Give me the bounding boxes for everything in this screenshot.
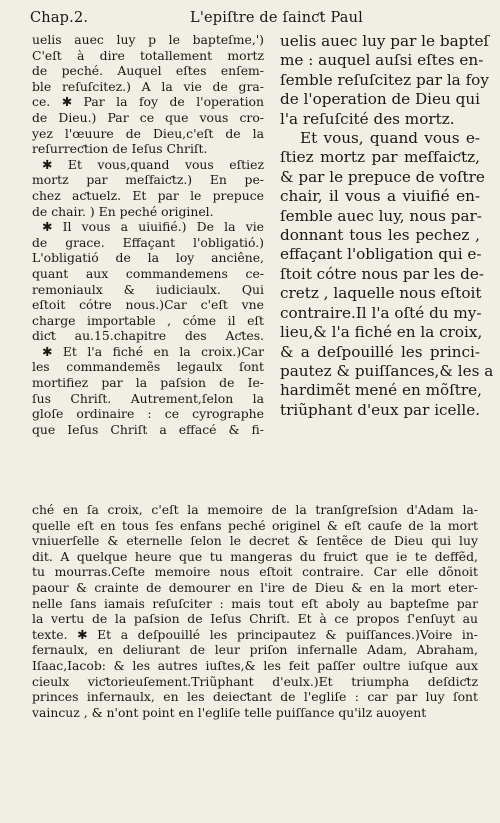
verse-line: Et vous, quand vous e- bbox=[300, 129, 480, 148]
chapter-label: Chap.2. bbox=[30, 10, 89, 26]
text-line: texte. ✱ Et a deſpouillé les principautez & puiſſances.)Voire in- bbox=[32, 626, 478, 642]
text-line: reſurreƈtion de Ieſus Chriſt. bbox=[32, 141, 208, 157]
verse-line: de l'operation de Dieu qui bbox=[280, 90, 480, 109]
verse-line: ſtoit cótre nous par les de- bbox=[280, 264, 484, 283]
verse-line: ſemble reſuſcitez par la foy bbox=[280, 70, 489, 89]
text-line: cieulx viƈtorieuſement.Triũphant d'eulx.)Et triumpha deſdiƈtz bbox=[32, 673, 478, 689]
scripture-column bbox=[280, 32, 494, 420]
text-line: que Ieſus Chriſt a effacé & fi- bbox=[32, 421, 264, 437]
text-line: quelle eſt en tous ſes enfans peché originel & eſt cauſe de la mort bbox=[32, 517, 478, 533]
verse-line: donnant tous les pechez , bbox=[280, 226, 480, 245]
verse-line: chair, il vous a viuifié en- bbox=[280, 187, 480, 206]
text-line: ſus Chriſt. Autrement,ſelon la bbox=[32, 390, 264, 406]
text-line: remoniaulx & iudiciaulx. Qui bbox=[32, 281, 264, 297]
verse-line: lieu,& l'a fiché en la croix, bbox=[280, 323, 483, 342]
text-line: de grace. Effaçant l'obligatió.) bbox=[32, 234, 264, 250]
text-line: dit. A quelque heure que tu mangeras du fruiƈt que ie te deffẽd, bbox=[32, 548, 478, 564]
text-line: nelle ſans iamais reſuſciter : mais tout eſt aboly au bapteſme par bbox=[32, 595, 478, 611]
verse-line: uelis auec luy par le bapteſ bbox=[280, 32, 490, 50]
text-line: gloſe ordinaire : ce cyrographe bbox=[32, 406, 264, 422]
text-line: ✱ Il vous a uiuifié.) De la vie bbox=[42, 219, 264, 235]
text-line: princes infernaulx, en les deieƈtant de l'egliſe : car par luy ſont bbox=[32, 689, 478, 705]
running-title: L'epiſtre de ſainƈt Paul bbox=[190, 10, 363, 26]
text-line: uelis auec luy p le bapteſme,') bbox=[32, 32, 264, 47]
text-line: eſtoit cótre nous.)Car c'eſt vne bbox=[32, 297, 264, 313]
text-line: chez aƈtuelz. Et par le prepuce bbox=[32, 187, 264, 203]
text-line: ce. ✱ Par la foy de l'operation bbox=[32, 94, 264, 110]
verse-line: ſtiez mortz par meſfaiƈtz, bbox=[280, 148, 480, 167]
text-line: la vertu de la paſsion de Ieſus Chriſt. Et à ce propos ſ'enſuyt au bbox=[32, 611, 478, 627]
text-line: yez l'œuure de Dieu,c'eſt de la bbox=[32, 125, 264, 141]
verse-line: & par le prepuce de voſtre bbox=[280, 167, 485, 186]
text-line: Iſaac,Iacob: & les autres iuſtes,& les feit paſſer oultre iuſque aux bbox=[32, 657, 478, 673]
verse-line: l'a reſuſcité des mortz. bbox=[280, 109, 455, 128]
commentary-column bbox=[32, 32, 264, 437]
text-line: ✱ Et l'a fiché en la croix.)Car bbox=[42, 343, 264, 359]
text-line: L'obligatió de la loy anciêne, bbox=[32, 250, 264, 266]
text-line: de peché. Auquel eſtes enſem- bbox=[32, 63, 264, 79]
text-line: ✱ Et vous,quand vous eſtiez bbox=[42, 156, 264, 172]
verse-line: ſemble auec luy, nous par- bbox=[280, 206, 482, 225]
verse-line: effaçant l'obligation qui e- bbox=[280, 245, 482, 264]
verse-line: pautez & puiſſances,& les a bbox=[280, 361, 494, 380]
verse-line: me : auquel auſsi eſtes en- bbox=[280, 51, 484, 70]
text-line: les commandemẽs legaulx ſont bbox=[32, 359, 264, 375]
text-line: de chair. ) En peché originel. bbox=[32, 203, 214, 219]
text-line: ché en ſa croix, c'eſt la memoire de la tranſgreſsion d'Adam la- bbox=[32, 502, 478, 517]
text-line: ble reſuſcitez.) A la vie de gra- bbox=[32, 78, 264, 94]
text-line: diƈt au.15.chapitre des Aƈtes. bbox=[32, 328, 264, 344]
text-line: mortifiez par la paſsion de Ie- bbox=[32, 375, 264, 391]
text-line: C'eſt à dire totallement mortz bbox=[32, 47, 264, 63]
verse-line: triũphant d'eux par icelle. bbox=[280, 400, 481, 419]
commentary-continuation bbox=[32, 502, 478, 720]
text-line: fernaulx, en deliurant de leur priſon infernalle Adam, Abraham, bbox=[32, 642, 478, 658]
verse-line: hardimẽt mené en mõſtre, bbox=[280, 381, 482, 400]
text-line: tu mourras.Ceſte memoire nous eſtoit contraire. Car elle dõnoit bbox=[32, 564, 478, 580]
text-line: charge importable , cóme il eſt bbox=[32, 312, 264, 328]
verse-line: cretz , laquelle nous eſtoit bbox=[280, 284, 482, 303]
verse-line: contraire.Il l'a oſté du my- bbox=[280, 303, 482, 322]
running-header bbox=[30, 8, 480, 30]
text-line: de Dieu.) Par ce que vous cro- bbox=[32, 109, 264, 125]
text-line: quant aux commandemens ce- bbox=[32, 265, 264, 281]
text-line: vniuerſelle & eternelle ſelon le decret & ſentẽce de Dieu qui luy bbox=[32, 533, 478, 549]
text-line: paour & crainte de demourer en l'ire de Dieu & en la mort eter- bbox=[32, 579, 478, 595]
verse-line: & a deſpouillé les princi- bbox=[280, 342, 480, 361]
text-line: mortz par meſfaiƈtz.) En pe- bbox=[32, 172, 264, 188]
text-line: vaincuz , & n'ont point en l'egliſe telle puiſſance qu'ilz auoyent bbox=[32, 704, 427, 720]
